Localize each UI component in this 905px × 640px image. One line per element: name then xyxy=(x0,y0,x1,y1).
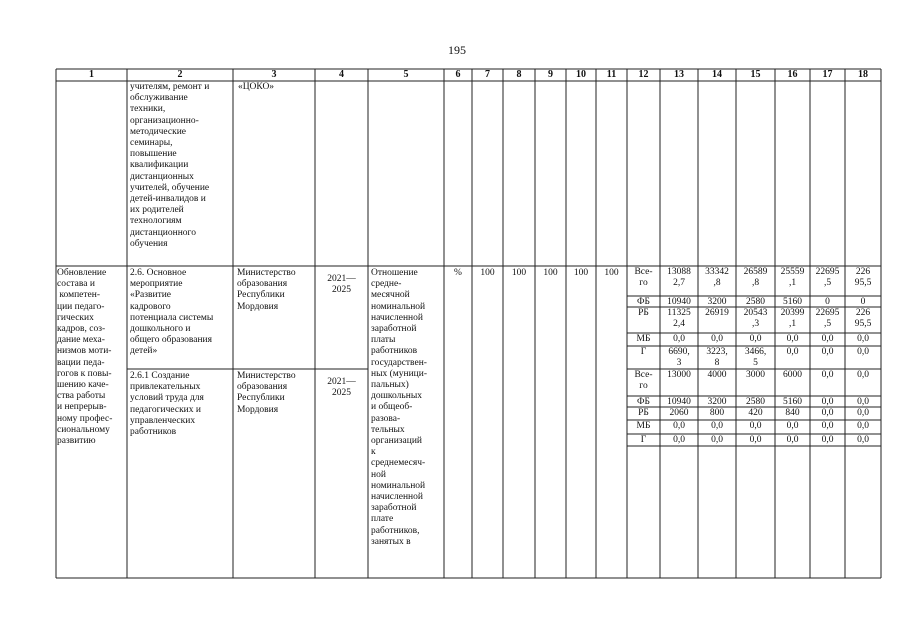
column-header: 3 xyxy=(271,69,277,80)
cell-funding-value: 3200 xyxy=(707,297,727,307)
cell-funding-value: 0,0 xyxy=(857,435,869,445)
cell-funding-value: 5160 xyxy=(783,397,802,407)
cell-funding-value: 420 xyxy=(748,408,763,418)
cell-funding-source: Г xyxy=(640,347,647,357)
cell-goal-description: Обновление состава и компетен- ции педаго- гических кадров, соз- дание меха- низмов моти- вации педа- гогов к повы- шению каче- ства работы и непрерыв- ному профес- сиональному развитию xyxy=(57,268,113,447)
cell-funding-value: 22695 ,5 xyxy=(815,308,840,330)
cell-funding-value: 3000 xyxy=(746,370,765,380)
cell-funding-value: 0,0 xyxy=(749,334,762,344)
cell-funding-value: 0,0 xyxy=(821,408,834,418)
cell-indicator-value: 100 xyxy=(604,268,619,278)
column-header: 12 xyxy=(638,69,649,80)
cell-funding-value: 20543 ,3 xyxy=(743,308,768,330)
cell-funding-value: 0,0 xyxy=(673,435,685,445)
cell-funding-value: 0,0 xyxy=(857,334,869,344)
cell-funding-value: 0,0 xyxy=(673,334,685,344)
cell-funding-value: 0,0 xyxy=(749,421,762,431)
cell-period: 2021— 2025 xyxy=(327,274,356,296)
cell-col2-continued: учителям, ремонт и обслуживание техники, организационно- методические семинары, повышение квалификации дистанционных учителей, обучение детей-инвалидов и их родителей технологиям дистанционного обучения xyxy=(130,82,210,249)
cell-funding-value: 5160 xyxy=(783,297,802,307)
cell-funding-value: 10940 xyxy=(667,297,691,307)
cell-funding-value: 26919 xyxy=(705,308,729,318)
cell-funding-value: 0,0 xyxy=(786,435,799,445)
cell-funding-value: 26589 ,8 xyxy=(743,267,768,289)
cell-funding-value: 800 xyxy=(709,408,725,418)
cell-executor: Министерство образования Республики Мордовия xyxy=(237,268,296,312)
column-header: 8 xyxy=(516,69,522,80)
column-header: 9 xyxy=(548,69,553,80)
cell-funding-value: 3466, 5 xyxy=(744,347,767,369)
cell-funding-value: 0,0 xyxy=(857,397,869,407)
cell-funding-value: 226 95,5 xyxy=(854,267,872,289)
cell-funding-value: 226 95,5 xyxy=(854,308,872,330)
cell-funding-value: 0,0 xyxy=(711,421,723,431)
cell-funding-source: ФБ xyxy=(637,297,650,307)
cell-funding-value: 13088 2,7 xyxy=(667,267,691,289)
cell-funding-source: МБ xyxy=(636,334,651,344)
cell-funding-source: Все- го xyxy=(634,267,653,289)
column-header: 2 xyxy=(177,69,183,80)
cell-funding-value: 840 xyxy=(785,408,800,418)
cell-funding-value: 0,0 xyxy=(786,347,799,357)
column-header: 16 xyxy=(787,69,798,80)
cell-measure-name: 2.6.1 Создание привлекательных условий труда для педагогических и управленческих работников xyxy=(130,371,204,438)
cell-funding-value: 2580 xyxy=(746,297,765,307)
column-header: 14 xyxy=(712,69,722,80)
column-header: 11 xyxy=(606,69,617,80)
cell-funding-value: 0,0 xyxy=(786,334,799,344)
cell-funding-value: 13000 xyxy=(667,370,691,380)
column-header: 6 xyxy=(455,69,461,80)
cell-funding-value: 0,0 xyxy=(711,435,723,445)
cell-funding-value: 0,0 xyxy=(786,421,799,431)
cell-funding-value: 0,0 xyxy=(857,421,869,431)
cell-funding-value: 3223, 8 xyxy=(706,347,728,369)
column-header: 7 xyxy=(485,69,490,80)
cell-funding-value: 4000 xyxy=(707,370,727,380)
cell-funding-value: 0,0 xyxy=(821,421,834,431)
cell-funding-value: 11325 2,4 xyxy=(667,308,691,330)
cell-funding-value: 0,0 xyxy=(711,334,723,344)
cell-funding-value: 0,0 xyxy=(857,408,869,418)
cell-funding-value: 10940 xyxy=(667,397,691,407)
cell-measure-name: 2.6. Основное мероприятие «Развитие кадрового потенциала системы дошкольного и общего образования детей» xyxy=(130,268,214,357)
cell-funding-value: 3200 xyxy=(707,397,727,407)
cell-funding-value: 0,0 xyxy=(821,334,834,344)
cell-funding-source: РБ xyxy=(638,408,649,418)
cell-indicator-value: 100 xyxy=(511,268,527,278)
column-header: 17 xyxy=(822,69,833,80)
cell-funding-value: 0,0 xyxy=(749,435,762,445)
cell-funding-source: Г xyxy=(640,435,647,445)
cell-indicator-value: 100 xyxy=(543,268,558,278)
cell-funding-source: РБ xyxy=(638,308,649,318)
cell-funding-value: 2060 xyxy=(669,408,689,418)
cell-funding-value: 25559 ,1 xyxy=(780,267,805,289)
cell-funding-value: 0,0 xyxy=(821,347,834,357)
page-number: 195 xyxy=(448,43,466,57)
cell-funding-value: 0,0 xyxy=(821,370,834,380)
cell-funding-source: Все- го xyxy=(634,370,653,392)
cell-indicator-value: 100 xyxy=(573,268,589,278)
cell-funding-value: 0,0 xyxy=(857,370,869,380)
cell-funding-value: 20399 ,1 xyxy=(780,308,805,330)
cell-period: 2021— 2025 xyxy=(327,377,356,399)
column-header: 1 xyxy=(89,69,94,80)
column-header: 13 xyxy=(674,69,684,80)
column-header: 5 xyxy=(403,69,409,80)
cell-indicator-value: 100 xyxy=(480,268,495,278)
column-header: 4 xyxy=(339,69,344,80)
cell-funding-value: 0,0 xyxy=(821,397,834,407)
cell-funding-value: 0 xyxy=(860,297,866,307)
cell-funding-value: 0 xyxy=(825,297,830,307)
column-header: 18 xyxy=(858,69,868,80)
cell-funding-value: 6690, 3 xyxy=(668,347,690,369)
column-header: 15 xyxy=(750,69,761,80)
cell-funding-value: 22695 ,5 xyxy=(815,267,840,289)
cell-executor: Министерство образования Республики Мордовия xyxy=(237,371,296,415)
cell-funding-value: 33342 ,8 xyxy=(705,267,729,289)
cell-unit: % xyxy=(454,268,462,278)
cell-indicator-description: Отношение средне- месячной номинальной начисленной заработной платы работников государствен- ных (муници- пальных) дошкольных и общеоб- разова- тельных организаций к среднемесяч- ной номинальной начисленной заработной плате работников, занятых в xyxy=(371,268,428,547)
cell-funding-source: МБ xyxy=(636,421,651,431)
cell-funding-value: 0,0 xyxy=(821,435,834,445)
column-header: 10 xyxy=(576,69,586,80)
cell-funding-value: 0,0 xyxy=(857,347,869,357)
cell-funding-value: 6000 xyxy=(783,370,802,380)
cell-funding-value: 2580 xyxy=(746,397,765,407)
cell-funding-value: 0,0 xyxy=(673,421,685,431)
cell-col3-continued: «ЦОКО» xyxy=(238,82,275,92)
cell-funding-source: ФБ xyxy=(637,397,650,407)
